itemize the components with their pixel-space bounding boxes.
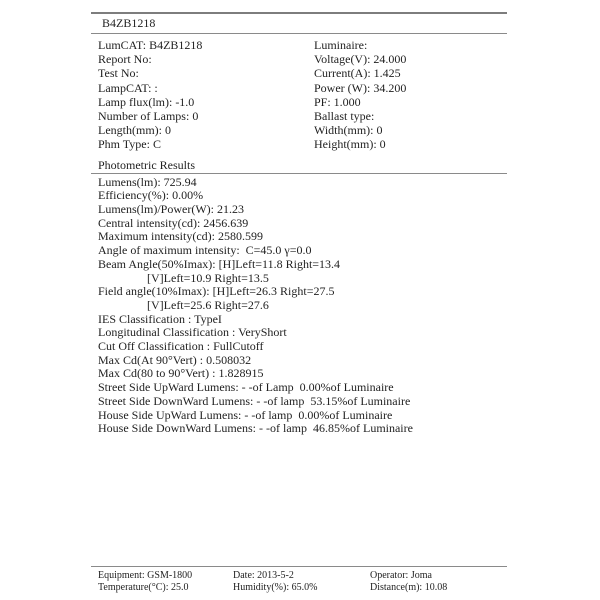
footer-column-equipment [98,570,233,594]
info-line: Current(A): 1.425 [314,66,401,81]
report-content [91,12,507,436]
info-line: Number of Lamps: 0 [98,109,199,124]
info-line: LampCAT: : [98,80,158,95]
result-line-continuation: [V]Left=25.6 Right=27.6 [147,297,269,312]
footer-field: Operator: Joma [370,570,432,581]
general-info-section [91,38,507,152]
result-line: Lumens(lm): 725.94 [98,174,197,189]
result-line: IES Classification : TypeI [98,311,222,326]
info-line: Ballast type: [314,109,375,124]
footer-field: Distance(m): 10.08 [370,582,448,593]
info-line: Lamp flux(lm): -1.0 [98,94,195,109]
info-line: Voltage(V): 24.000 [314,52,407,67]
general-info-left-column [98,38,314,152]
info-line: Phm Type: C [98,137,161,152]
photometric-results-section [91,176,507,436]
result-line: Beam Angle(50%Imax): [H]Left=11.8 Right=13.4 [98,256,341,271]
footer-field: Temperature(°C): 25.0 [98,582,189,593]
result-line: Lumens(lm)/Power(W): 21.23 [98,202,244,217]
footer-field: Equipment: GSM-1800 [98,570,193,581]
result-line: Street Side UpWard Lumens: - -of Lamp 0.00%of Luminaire [98,380,394,395]
result-line: House Side DownWard Lumens: - -of lamp 46.85%of Luminaire [98,421,413,436]
footer-grid [91,570,507,594]
result-line: Max Cd(At 90°Vert) : 0.508032 [98,352,252,367]
info-line: PF: 1.000 [314,94,361,109]
info-line: Height(mm): 0 [314,137,386,152]
result-line: Central intensity(cd): 2456.639 [98,215,249,230]
title-underline-rule [91,33,507,34]
footer-column-operator [370,570,507,594]
report-footer [91,566,507,594]
footer-rule [91,566,507,567]
general-info-right-column [314,38,507,152]
info-line: Length(mm): 0 [98,123,171,138]
result-line: Efficiency(%): 0.00% [98,188,204,203]
info-line: Luminaire: [314,38,368,52]
info-line: LumCAT: B4ZB1218 [98,38,203,52]
doc-title: B4ZB1218 [102,16,156,30]
result-line: Cut Off Classification : FullCutoff [98,339,264,354]
result-line: Angle of maximum intensity: C=45.0 γ=0.0 [98,243,312,258]
info-line: Width(mm): 0 [314,123,383,138]
footer-column-date [233,570,370,594]
photometric-results-heading: Photometric Results [98,157,195,172]
result-line: Street Side DownWard Lumens: - -of lamp 53.15%of Luminaire [98,393,411,408]
footer-field: Humidity(%): 65.0% [233,582,318,593]
info-line: Report No: [98,52,152,67]
result-line: Maximum intensity(cd): 2580.599 [98,229,263,244]
result-line: Field angle(10%Imax): [H]Left=26.3 Right=27.5 [98,284,335,299]
info-line: Test No: [98,66,139,81]
result-line: Max Cd(80 to 90°Vert) : 1.828915 [98,366,264,381]
section-heading-rule [91,173,507,174]
footer-field: Date: 2013-5-2 [233,570,294,581]
info-line: Power (W): 34.200 [314,80,407,95]
result-line: House Side UpWard Lumens: - -of lamp 0.00%of Luminaire [98,407,393,422]
result-line-continuation: [V]Left=10.9 Right=13.5 [147,270,269,285]
result-line: Longitudinal Classification : VeryShort [98,325,287,340]
